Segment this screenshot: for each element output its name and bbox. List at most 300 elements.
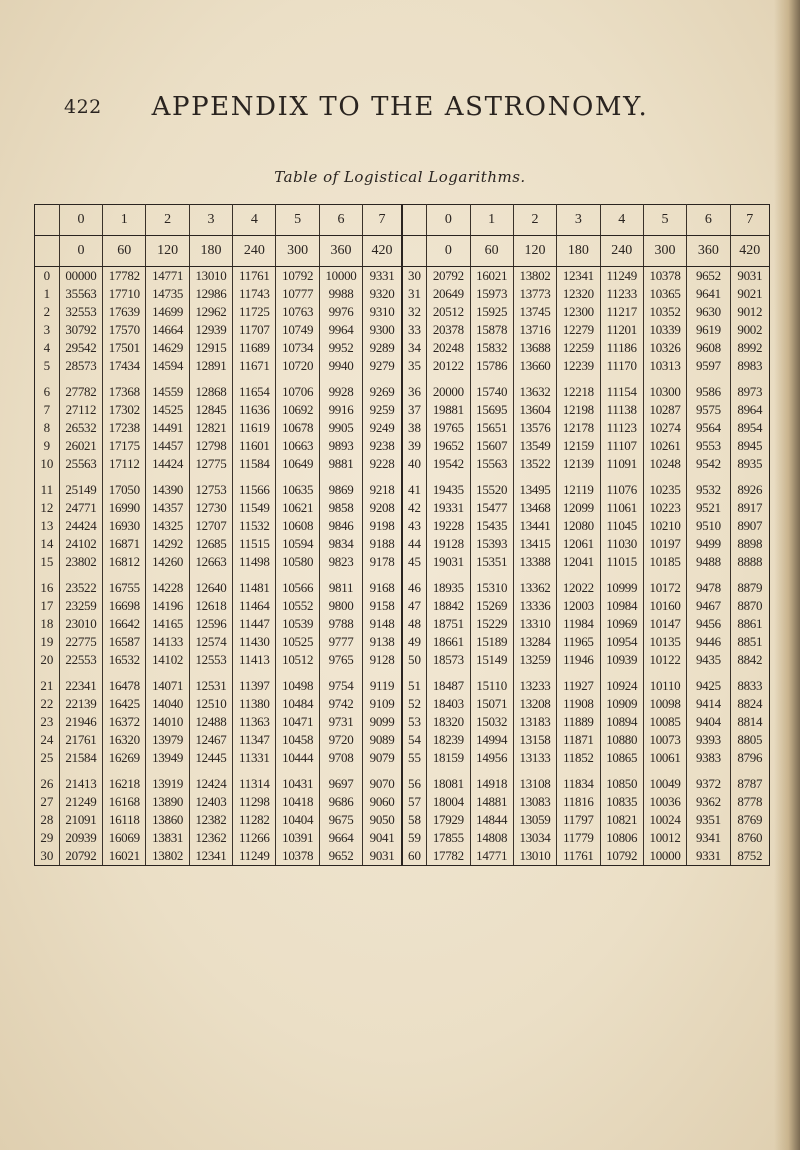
logarithm-value-cell: 16755: [103, 579, 146, 597]
page-number: 422: [64, 96, 102, 118]
logarithm-value-cell: 14594: [146, 357, 189, 375]
logarithm-value-cell: 24424: [59, 517, 102, 535]
logarithm-value-cell: 9331: [687, 847, 730, 866]
logarithm-value-cell: 15607: [470, 437, 513, 455]
spacer-cell: [513, 375, 556, 383]
logarithm-value-cell: 9652: [687, 267, 730, 286]
logarithm-value-cell: 20248: [427, 339, 470, 357]
table-row: [35, 731, 770, 749]
spacer-cell: [276, 473, 319, 481]
logarithm-value-cell: 25563: [59, 455, 102, 473]
spacer-cell: [402, 375, 427, 383]
logarithm-value-cell: 19542: [427, 455, 470, 473]
spacer-cell: [427, 375, 470, 383]
logarithm-value-cell: 9128: [369, 652, 395, 667]
logarithm-value-cell: 9021: [730, 285, 769, 303]
logarithm-value-cell: 12041: [557, 553, 600, 571]
header-seconds-cell: 300: [643, 236, 686, 267]
logarithm-value-cell: 12753: [189, 481, 232, 499]
logarithm-value-cell: 15740: [470, 383, 513, 401]
logarithm-value-cell: 10160: [643, 597, 686, 615]
logarithm-value-cell: 10594: [276, 535, 319, 553]
logarithm-value-cell: 13034: [513, 829, 556, 847]
logarithm-value-cell: 9228: [369, 456, 395, 471]
logarithm-value-cell: 16168: [103, 793, 146, 811]
logarithm-value-cell: 17570: [103, 321, 146, 339]
logarithm-value-cell: 10049: [643, 775, 686, 793]
header-seconds-cell: 0: [59, 236, 102, 267]
logarithm-value-cell: 9362: [687, 793, 730, 811]
logarithm-value-cell: 8898: [730, 535, 769, 553]
logarithm-value-cell: 10763: [276, 303, 319, 321]
logarithm-value-cell: 10458: [276, 731, 319, 749]
logarithm-value-cell: 11397: [233, 677, 276, 695]
logarithm-value-cell: 10720: [276, 357, 319, 375]
seconds-index-cell: 59: [402, 829, 427, 847]
logarithm-value-cell: 12845: [189, 401, 232, 419]
logarithm-value-cell: 14881: [470, 793, 513, 811]
logarithm-value-cell: 11015: [600, 553, 643, 571]
logarithm-value-cell: 13183: [513, 713, 556, 731]
logarithm-value-cell: 15563: [470, 455, 513, 473]
logarithm-value-cell: 8917: [730, 499, 769, 517]
logarithm-value-cell: 9976: [319, 303, 362, 321]
logarithm-value-cell: 9079: [369, 750, 395, 765]
seconds-index-cell: 30: [402, 267, 427, 286]
logarithm-value-cell: 9608: [687, 339, 730, 357]
logarithm-value-cell: 14994: [470, 731, 513, 749]
logarithm-value-cell: 10061: [643, 749, 686, 767]
header-seconds-cell: 120: [146, 236, 189, 267]
logarithm-value-cell: 13010: [513, 847, 556, 866]
logarithm-value-cell: 11030: [600, 535, 643, 553]
logarithm-value-cell: 9800: [319, 597, 362, 615]
header-corner-cell: [402, 205, 427, 236]
logarithm-value-cell: 19228: [427, 517, 470, 535]
logarithm-value-cell: 10210: [643, 517, 686, 535]
logarithm-value-cell: 9564: [687, 419, 730, 437]
logarithm-value-cell: 14918: [470, 775, 513, 793]
logarithm-value-cell: 10498: [276, 677, 319, 695]
seconds-index-cell: 4: [35, 339, 60, 357]
logarithm-value-cell: 11498: [233, 553, 276, 571]
logarithm-value-cell: 17050: [103, 481, 146, 499]
logarithm-value-cell: 10300: [643, 383, 686, 401]
seconds-index-cell: 1: [35, 285, 60, 303]
logarithm-value-cell: 11689: [233, 339, 276, 357]
logarithm-value-cell: 11707: [233, 321, 276, 339]
table-row: [35, 615, 770, 633]
logarithm-value-cell: 12424: [189, 775, 232, 793]
logarithm-value-cell: 10777: [276, 285, 319, 303]
logarithm-value-cell: 11779: [557, 829, 600, 847]
logarithm-value-cell: 9652: [319, 847, 362, 866]
logarithm-value-cell: 12775: [189, 455, 232, 473]
table-row: [35, 437, 770, 455]
logarithm-value-cell: 14525: [146, 401, 189, 419]
logarithm-value-cell: 15351: [470, 553, 513, 571]
header-corner-cell: [402, 236, 427, 267]
logarithm-value-cell: 18239: [427, 731, 470, 749]
logarithm-value-cell: 16871: [103, 535, 146, 553]
header-seconds-cell: 240: [600, 236, 643, 267]
logarithm-value-cell: 19652: [427, 437, 470, 455]
header-minute-cell: 5: [643, 205, 686, 236]
logarithm-value-cell: 8861: [730, 615, 769, 633]
header-seconds-cell: 300: [276, 236, 319, 267]
spacer-cell: [687, 571, 730, 579]
spacer-cell: [730, 375, 769, 383]
logarithm-value-cell: 19765: [427, 419, 470, 437]
logarithm-value-cell: 8752: [730, 847, 769, 866]
spacer-cell: [146, 767, 189, 775]
logarithm-value-cell: 10954: [600, 633, 643, 651]
logarithm-value-cell: 11123: [600, 419, 643, 437]
logarithm-value-cell: 14491: [146, 419, 189, 437]
spacer-cell: [513, 571, 556, 579]
logarithm-value-cell: 9964: [319, 321, 362, 339]
logarithm-value-cell: 8888: [730, 553, 769, 571]
spacer-cell: [35, 669, 60, 677]
logarithm-value-cell: 8954: [730, 419, 769, 437]
logarithm-value-cell: 11515: [233, 535, 276, 553]
spacer-cell: [276, 669, 319, 677]
seconds-index-cell: 36: [402, 383, 427, 401]
logarithm-value-cell: 8870: [730, 597, 769, 615]
logarithm-value-cell: 10378: [643, 267, 686, 286]
logarithm-value-cell: 18661: [427, 633, 470, 651]
logarithm-value-cell: 8926: [730, 481, 769, 499]
table-row: [35, 793, 770, 811]
logarithm-value-cell: 10865: [600, 749, 643, 767]
logarithm-value-cell: 9383: [687, 749, 730, 767]
logarithm-value-cell: 13890: [146, 793, 189, 811]
logarithm-value-cell: 16642: [103, 615, 146, 633]
logarithm-value-cell: 10000: [643, 847, 686, 866]
logarithm-value-cell: 10223: [643, 499, 686, 517]
header-minute-cell: 6: [319, 205, 362, 236]
logarithm-value-cell: 13415: [513, 535, 556, 553]
logarithm-value-cell: 19435: [427, 481, 470, 499]
logarithm-value-cell: 12139: [557, 455, 600, 473]
logarithm-value-cell: 12279: [557, 321, 600, 339]
seconds-index-cell: 34: [402, 339, 427, 357]
seconds-index-cell: 8: [35, 419, 60, 437]
spacer-cell: [557, 669, 600, 677]
logarithm-value-cell: 10471: [276, 713, 319, 731]
spacer-cell: [146, 473, 189, 481]
header-minute-cell: 6: [687, 205, 730, 236]
seconds-index-cell: 11: [35, 481, 60, 499]
logarithm-value-cell: 35563: [59, 285, 102, 303]
spacer-cell: [319, 669, 362, 677]
spacer-cell: [643, 375, 686, 383]
logarithm-value-cell: 20792: [427, 267, 470, 286]
seconds-index-cell: 21: [35, 677, 60, 695]
spacer-cell: [470, 767, 513, 775]
logarithm-value-cell: 9811: [319, 579, 362, 597]
logarithm-value-cell: 13495: [513, 481, 556, 499]
logarithm-value-cell: 13284: [513, 633, 556, 651]
logarithm-value-cell: 17112: [103, 455, 146, 473]
logarithm-value-cell: 19128: [427, 535, 470, 553]
logarithm-value-cell: 18320: [427, 713, 470, 731]
seconds-index-cell: 53: [402, 713, 427, 731]
logarithm-value-cell: 10313: [643, 357, 686, 375]
logarithm-value-cell: 17710: [103, 285, 146, 303]
spacer-cell: [600, 767, 643, 775]
header-seconds-cell: 120: [513, 236, 556, 267]
table-row: [35, 535, 770, 553]
logarithm-value-cell: 8945: [730, 437, 769, 455]
seconds-index-cell: 42: [402, 499, 427, 517]
logarithm-value-cell: 11946: [557, 651, 600, 669]
logarithm-value-cell: 16587: [103, 633, 146, 651]
logarithm-value-cell: 17434: [103, 357, 146, 375]
logarithm-value-cell: 14559: [146, 383, 189, 401]
header-minute-cell: 4: [600, 205, 643, 236]
logarithm-value-cell: 9208: [369, 500, 395, 515]
logarithm-value-cell: 9393: [687, 731, 730, 749]
logarithm-value-cell: 12868: [189, 383, 232, 401]
logarithm-value-cell: 14325: [146, 517, 189, 535]
logarithm-value-cell: 9619: [687, 321, 730, 339]
logarithm-value-cell: 11282: [233, 811, 276, 829]
spacer-cell: [557, 571, 600, 579]
logarithm-value-cell: 9218: [369, 482, 395, 497]
spacer-cell: [643, 767, 686, 775]
logarithm-value-cell: 11636: [233, 401, 276, 419]
logarithm-value-cell: 10036: [643, 793, 686, 811]
seconds-index-cell: 5: [35, 357, 60, 375]
logarithm-value-cell: 10734: [276, 339, 319, 357]
spacer-cell: [427, 571, 470, 579]
logarithm-value-cell: 10525: [276, 633, 319, 651]
table-row: [35, 553, 770, 571]
logarithm-value-cell: 15229: [470, 615, 513, 633]
logarithm-value-cell: 12061: [557, 535, 600, 553]
seconds-index-cell: 28: [35, 811, 60, 829]
logarithm-value-cell: 14071: [146, 677, 189, 695]
logarithm-value-cell: 9928: [319, 383, 362, 401]
logarithm-value-cell: 12915: [189, 339, 232, 357]
seconds-index-cell: 51: [402, 677, 427, 695]
logarithm-value-cell: 9575: [687, 401, 730, 419]
logarithm-value-cell: 10000: [319, 267, 362, 286]
group-spacer-row: [35, 767, 770, 775]
logarithm-value-cell: 14165: [146, 615, 189, 633]
logarithm-value-cell: 10073: [643, 731, 686, 749]
logarithm-value-cell: 9858: [319, 499, 362, 517]
logarithm-value-cell: 15310: [470, 579, 513, 597]
spacer-cell: [402, 669, 427, 677]
table-row: [35, 713, 770, 731]
seconds-index-cell: 48: [402, 615, 427, 633]
logarithm-value-cell: 11331: [233, 749, 276, 767]
logarithm-value-cell: 14040: [146, 695, 189, 713]
logarithm-value-cell: 18935: [427, 579, 470, 597]
logarithm-value-cell: 10580: [276, 553, 319, 571]
logarithm-value-cell: 9597: [687, 357, 730, 375]
spacer-cell: [35, 767, 60, 775]
spacer-cell: [103, 375, 146, 383]
logarithm-value-cell: 10969: [600, 615, 643, 633]
logarithm-value-cell: 14735: [146, 285, 189, 303]
spacer-cell: [319, 571, 362, 579]
logarithm-value-cell: 12099: [557, 499, 600, 517]
logarithm-value-cell: 10678: [276, 419, 319, 437]
logarithm-value-cell: 12821: [189, 419, 232, 437]
logarithm-value-cell: 16021: [470, 267, 513, 286]
logarithm-value-cell: 9198: [369, 518, 395, 533]
logarithm-value-cell: 10924: [600, 677, 643, 695]
spacer-cell: [59, 375, 102, 383]
seconds-index-cell: 47: [402, 597, 427, 615]
table-row: [35, 285, 770, 303]
logarithm-value-cell: 22775: [59, 633, 102, 651]
logarithm-value-cell: 11743: [233, 285, 276, 303]
spacer-cell: [319, 473, 362, 481]
spacer-cell: [687, 767, 730, 775]
spacer-cell: [319, 767, 362, 775]
logarithm-value-cell: 16990: [103, 499, 146, 517]
logarithm-value-cell: 19031: [427, 553, 470, 571]
seconds-index-cell: 13: [35, 517, 60, 535]
logarithm-table-container: [34, 204, 770, 866]
logarithm-value-cell: 9002: [730, 321, 769, 339]
spacer-cell: [363, 473, 402, 481]
seconds-index-cell: 32: [402, 303, 427, 321]
logarithm-value-cell: 14844: [470, 811, 513, 829]
spacer-cell: [276, 571, 319, 579]
spacer-cell: [730, 669, 769, 677]
logarithm-value-cell: 18004: [427, 793, 470, 811]
logarithm-value-cell: 9138: [369, 634, 395, 649]
seconds-index-cell: 43: [402, 517, 427, 535]
logarithm-value-cell: 18487: [427, 677, 470, 695]
spacer-cell: [59, 571, 102, 579]
logarithm-value-cell: 11447: [233, 615, 276, 633]
logarithm-value-cell: 9279: [369, 358, 395, 373]
logarithm-value-cell: 11532: [233, 517, 276, 535]
logarithm-value-cell: 11725: [233, 303, 276, 321]
logarithm-value-cell: 9158: [369, 598, 395, 613]
logarithm-value-cell: 13362: [513, 579, 556, 597]
logarithm-value-cell: 17368: [103, 383, 146, 401]
logarithm-value-cell: 11761: [557, 847, 600, 866]
logarithm-value-cell: 10792: [600, 847, 643, 866]
table-row: [35, 651, 770, 669]
logarithm-value-cell: 12640: [189, 579, 232, 597]
logarithm-value-cell: 9446: [687, 633, 730, 651]
logarithm-value-cell: 21946: [59, 713, 102, 731]
logarithm-value-cell: 14010: [146, 713, 189, 731]
logarithm-value-cell: 16930: [103, 517, 146, 535]
logarithm-value-cell: 16698: [103, 597, 146, 615]
logarithm-value-cell: 13949: [146, 749, 189, 767]
header-minute-cell: 2: [146, 205, 189, 236]
logarithm-value-cell: 8805: [730, 731, 769, 749]
logarithm-value-cell: 11347: [233, 731, 276, 749]
spacer-cell: [687, 375, 730, 383]
logarithm-value-cell: 11761: [233, 267, 276, 286]
logarithm-value-cell: 15071: [470, 695, 513, 713]
logarithm-value-cell: 10098: [643, 695, 686, 713]
spacer-cell: [233, 669, 276, 677]
logarithm-value-cell: 14228: [146, 579, 189, 597]
spacer-cell: [189, 669, 232, 677]
logarithm-value-cell: 10999: [600, 579, 643, 597]
logarithm-value-cell: 9320: [369, 286, 395, 301]
logarithm-value-cell: 27112: [59, 401, 102, 419]
logarithm-value-cell: 10110: [643, 677, 686, 695]
logarithm-value-cell: 18081: [427, 775, 470, 793]
spacer-cell: [189, 375, 232, 383]
spacer-cell: [103, 669, 146, 677]
header-seconds-cell: 60: [470, 236, 513, 267]
seconds-index-cell: 39: [402, 437, 427, 455]
spacer-cell: [276, 375, 319, 383]
logarithm-value-cell: 20939: [59, 829, 102, 847]
logarithm-value-cell: 13468: [513, 499, 556, 517]
logarithm-value-cell: 13522: [513, 455, 556, 473]
logarithm-value-cell: 12596: [189, 615, 232, 633]
seconds-index-cell: 58: [402, 811, 427, 829]
seconds-index-cell: 0: [35, 267, 60, 286]
spacer-cell: [470, 473, 513, 481]
logarithm-value-cell: 9041: [369, 830, 395, 845]
logarithm-value-cell: 13745: [513, 303, 556, 321]
logarithm-value-cell: 10939: [600, 651, 643, 669]
logarithm-value-cell: 12320: [557, 285, 600, 303]
logarithm-value-cell: 12382: [189, 811, 232, 829]
logarithm-value-cell: 9788: [319, 615, 362, 633]
logarithm-value-cell: 10248: [643, 455, 686, 473]
logarithm-value-cell: 10122: [643, 651, 686, 669]
logarithm-value-cell: 13773: [513, 285, 556, 303]
spacer-cell: [35, 473, 60, 481]
seconds-index-cell: 10: [35, 455, 60, 473]
logarithm-value-cell: 10378: [276, 847, 319, 866]
header-seconds-cell: 420: [730, 236, 769, 267]
table-row: [35, 267, 770, 286]
logarithm-value-cell: 11233: [600, 285, 643, 303]
logarithm-value-cell: 9675: [319, 811, 362, 829]
logarithm-value-cell: 9148: [369, 616, 395, 631]
logarithm-value-cell: 12300: [557, 303, 600, 321]
logarithm-value-cell: 14629: [146, 339, 189, 357]
logarithm-value-cell: 11217: [600, 303, 643, 321]
table-row: [35, 633, 770, 651]
logarithm-value-cell: 9070: [369, 776, 395, 791]
logarithm-value-cell: 12341: [189, 847, 232, 866]
logarithm-value-cell: 10418: [276, 793, 319, 811]
logarithm-value-cell: 30792: [59, 321, 102, 339]
spacer-cell: [59, 669, 102, 677]
logarithm-value-cell: 9499: [687, 535, 730, 553]
group-spacer-row: [35, 375, 770, 383]
logarithm-value-cell: 11584: [233, 455, 276, 473]
logarithm-value-cell: 10692: [276, 401, 319, 419]
logarithm-value-cell: 11154: [600, 383, 643, 401]
logarithm-value-cell: 8787: [730, 775, 769, 793]
logarithm-value-cell: 9952: [319, 339, 362, 357]
logarithm-value-cell: 11170: [600, 357, 643, 375]
seconds-index-cell: 14: [35, 535, 60, 553]
logarithm-value-cell: 9178: [369, 554, 395, 569]
logarithm-value-cell: 11201: [600, 321, 643, 339]
logarithm-value-cell: 12178: [557, 419, 600, 437]
